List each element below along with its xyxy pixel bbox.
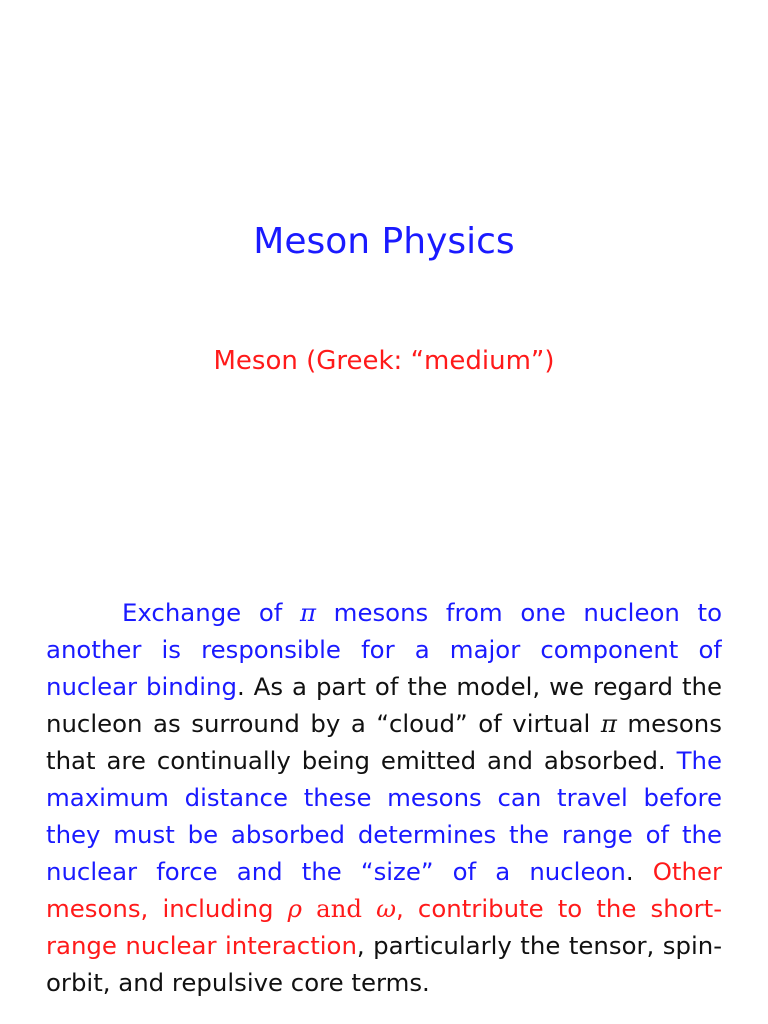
sentence-blue-2: The maximum distance these mesons can travel before they must be absorbed determines the range of the nuclear force and the “size” of a nucleon (46, 746, 722, 886)
text-segment: mesons from one nucleon to another is responsible for a major component of nuclear binding (46, 598, 722, 701)
text-segment: Other mesons, including (46, 857, 722, 923)
slide-title: Meson Physics (253, 221, 515, 262)
omega-symbol: ω (376, 894, 397, 923)
text-segment: , particularly the tensor, spin-orbit, and repulsive core terms. (46, 931, 722, 997)
rho-symbol: ρ (287, 894, 303, 923)
text-segment: Exchange of (122, 598, 300, 627)
pi-symbol: π (600, 709, 617, 738)
text-segment: mesons that are continually being emitted and absorbed. (46, 709, 722, 775)
slide-subtitle: Meson (Greek: “medium”) (213, 346, 555, 376)
pi-symbol: π (300, 598, 317, 627)
text-segment: . As a part of the model, we regard the nucleon as surround by a “cloud” of virtual (46, 672, 722, 738)
body-paragraph (46, 594, 722, 1024)
text-segment: . (625, 857, 653, 886)
and-word: and (302, 894, 377, 923)
text-segment: , contribute to the short-range nuclear interaction (46, 894, 722, 960)
